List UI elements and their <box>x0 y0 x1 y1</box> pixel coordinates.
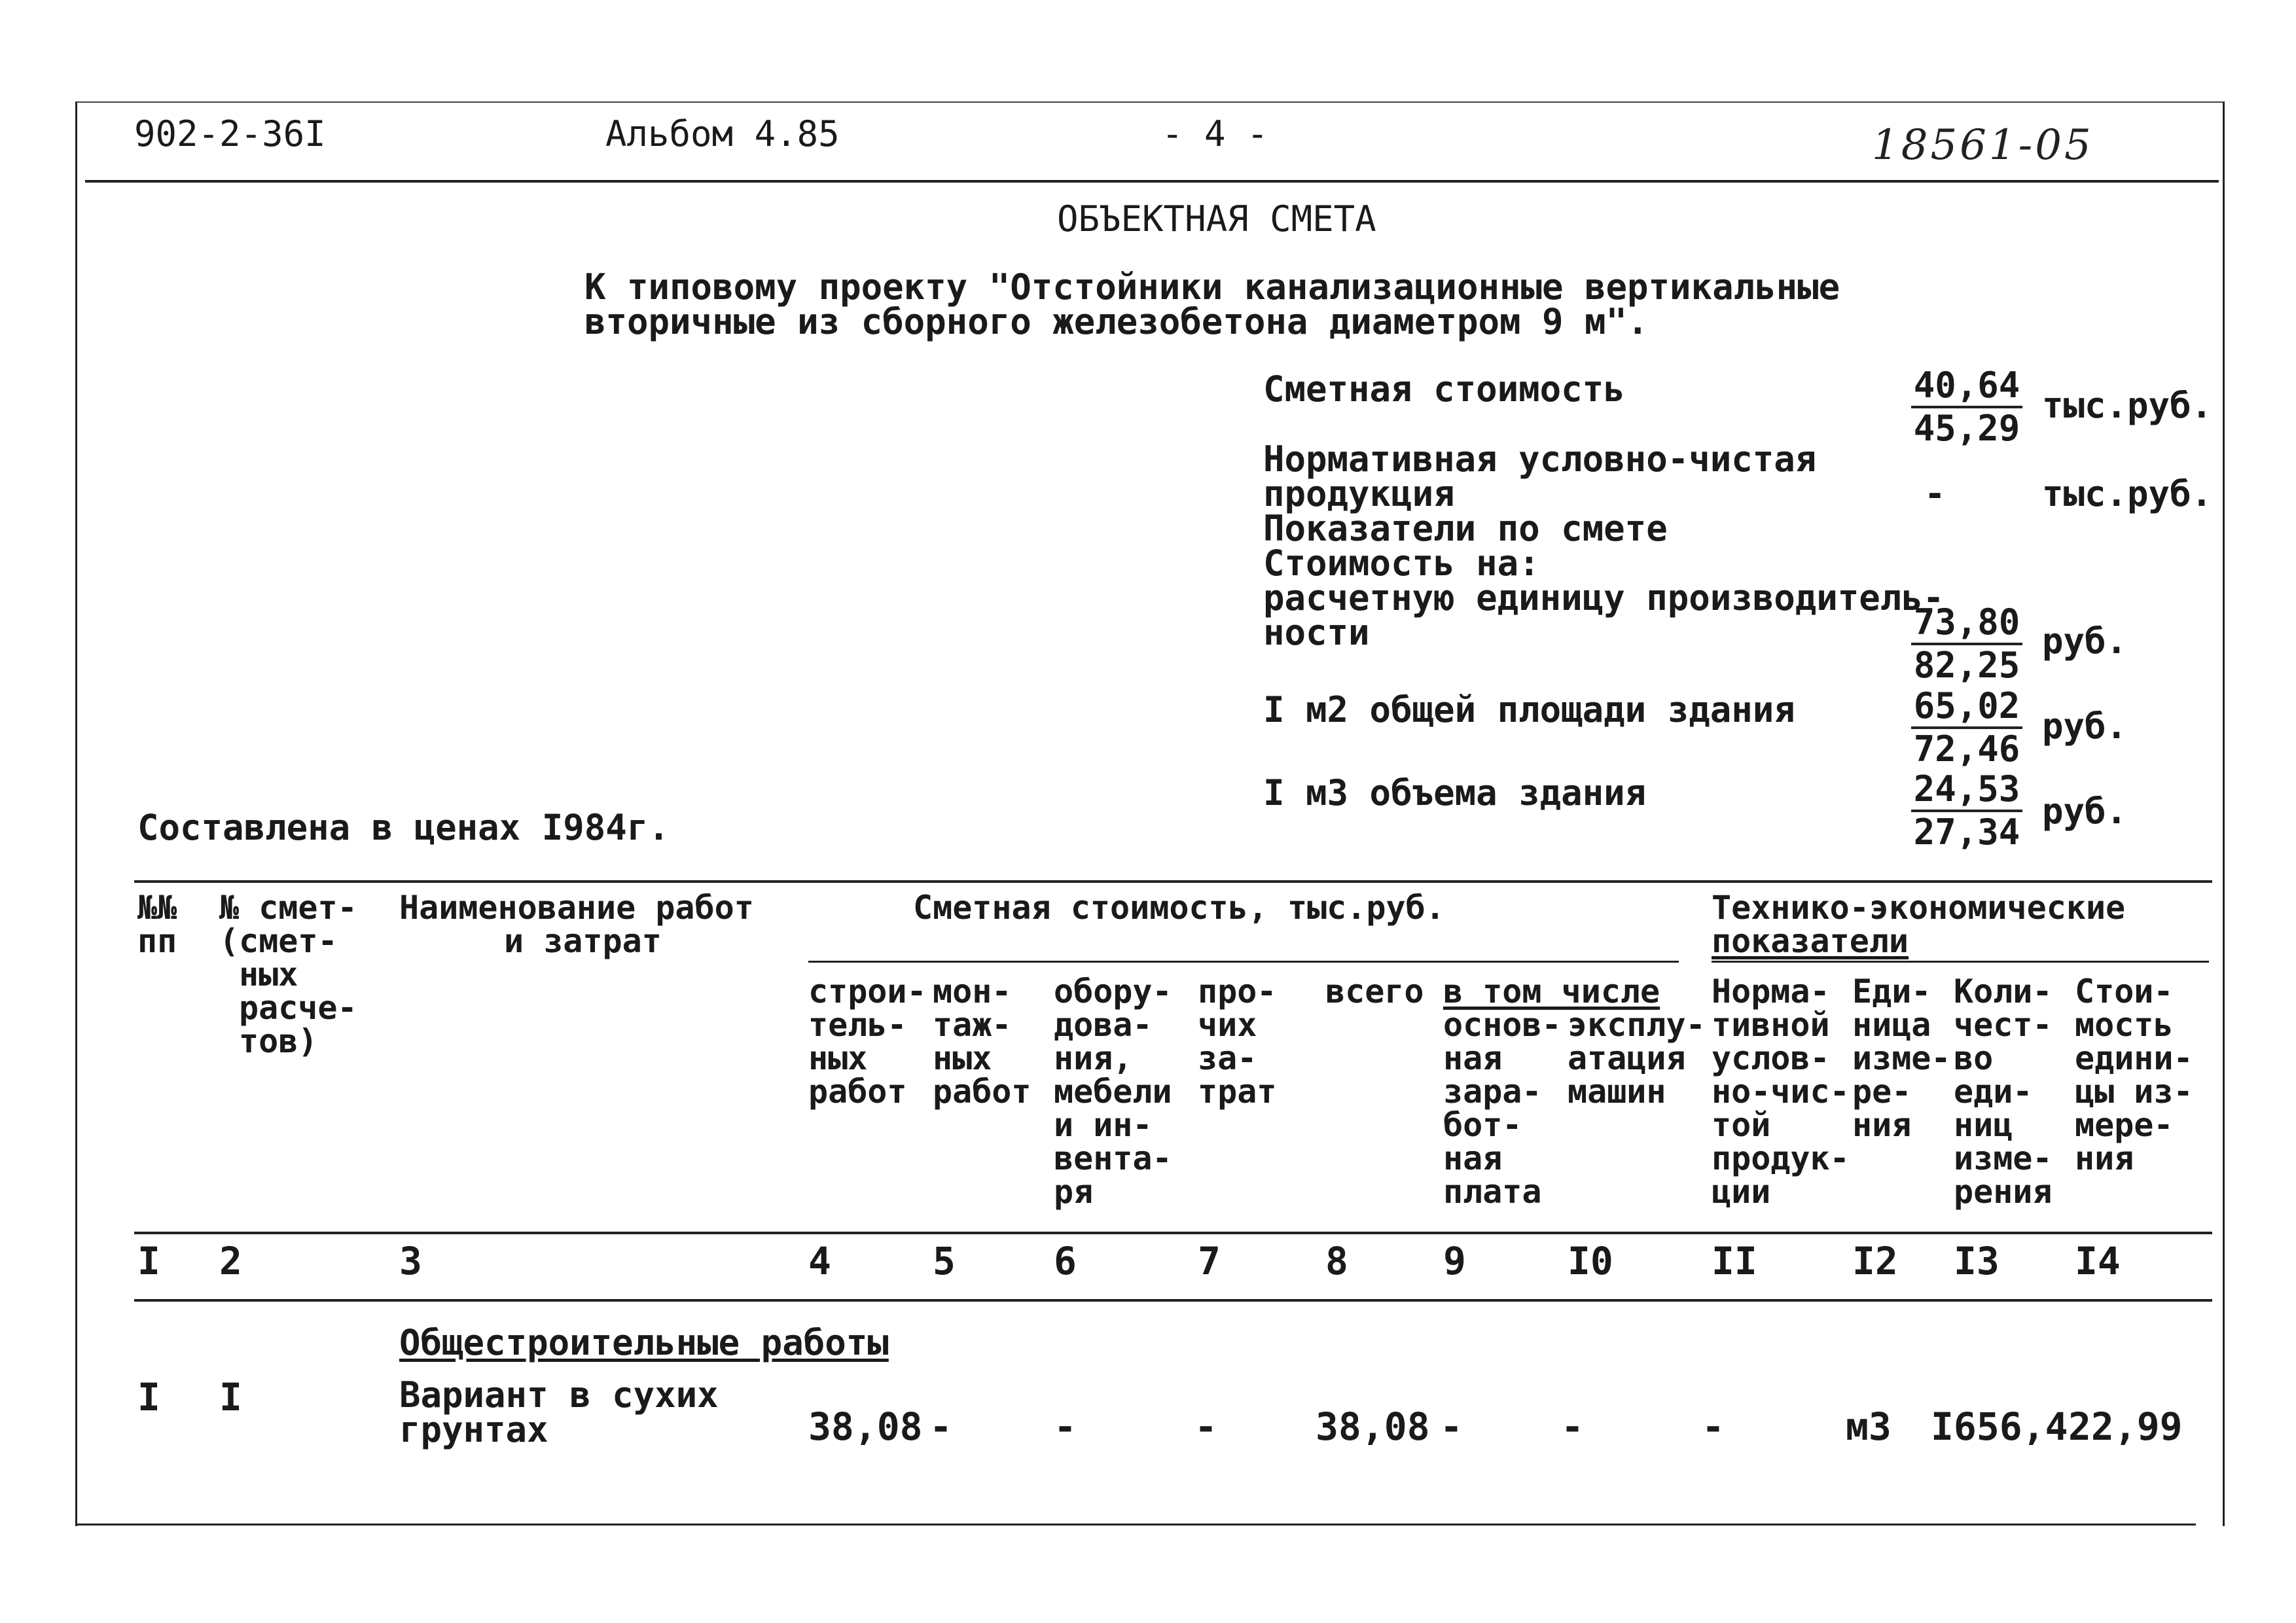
header-col-13-l4: еди- <box>1954 1073 2033 1111</box>
header-col-13-l6: изме- <box>1954 1139 2053 1177</box>
per-m3-top: 24,53 <box>1911 769 2022 812</box>
header-col-11 <box>1712 972 1850 1211</box>
header-col-11-l1: Норма- <box>1712 972 1830 1010</box>
colnum-7: 7 <box>1198 1239 1221 1283</box>
header-col-14-l1: Стои- <box>2075 972 2174 1010</box>
row1-name-1: Вариант в сухих <box>399 1374 719 1416</box>
header-col-4-l2: тель- <box>808 1006 907 1044</box>
project-code: 902-2-36I <box>134 113 326 154</box>
header-tech-group-1: Технико-экономические <box>1712 889 2126 927</box>
header-est-3: ных <box>239 955 298 993</box>
colnum-6: 6 <box>1054 1239 1077 1283</box>
header-col-6 <box>1054 972 1172 1211</box>
header-col-5 <box>933 972 1031 1111</box>
estimated-cost-top: 40,64 <box>1911 365 2022 408</box>
header-col-4-l4: работ <box>808 1073 907 1111</box>
header-col-5-l3: ных <box>933 1039 992 1077</box>
header-col-11-l3: услов- <box>1712 1039 1830 1077</box>
header-col-14-l5: мере- <box>2075 1106 2174 1144</box>
colnum-3: 3 <box>399 1239 422 1283</box>
colnum-9: 9 <box>1443 1239 1466 1283</box>
per-m3-bottom: 27,34 <box>1913 812 2020 853</box>
header-col-10-l1: эксплу- <box>1568 1006 1706 1044</box>
header-col-6-l1: обору- <box>1054 972 1172 1010</box>
colnum-10: I0 <box>1568 1239 1613 1283</box>
header-col-4-l1: строи- <box>808 972 927 1010</box>
row1-c4: 38,08 <box>808 1404 923 1449</box>
header-col-11-l4: но-чис- <box>1712 1073 1850 1111</box>
row1-c8: 38,08 <box>1316 1404 1430 1449</box>
per-unit-line-1: расчетную единицу производитель- <box>1263 577 1945 618</box>
header-col-6-l6: вента- <box>1054 1139 1172 1177</box>
header-col-7-l2: чих <box>1198 1006 1257 1044</box>
normative-value: - <box>1924 473 1946 514</box>
section-title: Общестроительные работы <box>399 1322 889 1363</box>
header-col-4 <box>808 972 927 1111</box>
per-m2-bottom: 72,46 <box>1913 728 2020 770</box>
album-label: Альбом 4.85 <box>605 113 840 154</box>
normative-unit: тыс.руб. <box>2042 473 2213 514</box>
subtitle-line-2: вторичные из сборного железобетона диаметром 9 м". <box>584 301 1649 342</box>
header-col-13-l7: рения <box>1954 1173 2053 1211</box>
header-col-11-l7: ции <box>1712 1173 1771 1211</box>
per-unit-line-2: ности <box>1263 612 1370 653</box>
header-col-14 <box>2075 972 2193 1177</box>
colnum-8: 8 <box>1325 1239 1348 1283</box>
header-col-14-l6: ния <box>2075 1139 2134 1177</box>
header-incl: в том числе <box>1443 972 1660 1010</box>
header-col-9-l4: бот- <box>1443 1106 1522 1144</box>
header-col-7-l1: про- <box>1198 972 1277 1010</box>
header-col-12-l4: ре- <box>1852 1073 1912 1111</box>
column-numbers-bottom-rule <box>134 1299 2212 1302</box>
row1-c5: - <box>929 1404 952 1449</box>
colnum-5: 5 <box>933 1239 956 1283</box>
header-col-8 <box>1325 972 1424 1010</box>
row1-c10: - <box>1561 1404 1584 1449</box>
cost-group-rule <box>808 961 1679 963</box>
header-col-14-l4: цы из- <box>2075 1073 2193 1111</box>
row1-est: I <box>219 1375 242 1419</box>
row1-c14: 22,99 <box>2068 1404 2183 1449</box>
row1-name-2: грунтах <box>399 1409 548 1450</box>
cost-per-label: Стоимость на: <box>1263 543 1540 584</box>
header-col-7-l3: за- <box>1198 1039 1257 1077</box>
header-col-6-l4: мебели <box>1054 1073 1172 1111</box>
header-tech-group-2: показатели <box>1712 922 1909 960</box>
header-name-2: и затрат <box>504 922 662 960</box>
per-unit-fraction <box>1911 602 2022 686</box>
header-col-14-l2: мость <box>2075 1006 2174 1044</box>
subtitle-line-1: К типовому проекту "Отстойники канализационные вертикальные <box>584 266 1840 308</box>
header-cost-group: Сметная стоимость, тыс.руб. <box>913 889 1445 927</box>
row1-c9: - <box>1440 1404 1463 1449</box>
header-col-12 <box>1852 972 1951 1144</box>
header-col-9-l2: ная <box>1443 1039 1503 1077</box>
per-unit-bottom: 82,25 <box>1913 645 2020 686</box>
header-col-10-l2: атация <box>1568 1039 1686 1077</box>
row1-c7: - <box>1194 1404 1217 1449</box>
header-col-9-l1: основ- <box>1443 1006 1562 1044</box>
header-col-13-l1: Коли- <box>1954 972 2053 1010</box>
per-m3-label: I м3 объема здания <box>1263 772 1647 813</box>
header-nn-2: пп <box>137 922 177 960</box>
header-col-12-l3: изме- <box>1852 1039 1951 1077</box>
normative-line-2: продукция <box>1263 473 1455 514</box>
header-col-10 <box>1568 1008 1706 1109</box>
header-col-11-l6: продук- <box>1712 1139 1850 1177</box>
header-est-1: № смет- <box>219 889 357 927</box>
per-m2-label: I м2 общей площади здания <box>1263 689 1795 730</box>
header-col-5-l4: работ <box>933 1073 1031 1111</box>
colnum-14: I4 <box>2075 1239 2121 1283</box>
row1-c6: - <box>1054 1404 1077 1449</box>
row1-c11: - <box>1702 1404 1725 1449</box>
per-m3-fraction <box>1911 769 2022 853</box>
per-m2-fraction <box>1911 686 2022 770</box>
header-col-5-l1: мон- <box>933 972 1012 1010</box>
colnum-4: 4 <box>808 1239 831 1283</box>
normative-line-1: Нормативная условно-чистая <box>1263 438 1817 480</box>
per-m2-unit: руб. <box>2042 705 2128 747</box>
page-bottom-rule <box>75 1524 2196 1525</box>
header-col-6-l7: ря <box>1054 1173 1094 1211</box>
header-col-8-l1: всего <box>1325 972 1424 1010</box>
header-col-10-l3: машин <box>1568 1073 1666 1111</box>
per-unit-top: 73,80 <box>1911 602 2022 645</box>
header-col-12-l1: Еди- <box>1852 972 1931 1010</box>
header-col-13-l2: чест- <box>1954 1006 2053 1044</box>
colnum-12: I2 <box>1852 1239 1898 1283</box>
header-col-4-l3: ных <box>808 1039 868 1077</box>
header-col-6-l5: и ин- <box>1054 1106 1153 1144</box>
document-title: ОБЪЕКТНАЯ СМЕТА <box>1057 198 1376 240</box>
header-col-9-l6: плата <box>1443 1173 1542 1211</box>
header-col-11-l2: тивной <box>1712 1006 1830 1044</box>
colnum-11: II <box>1712 1239 1757 1283</box>
header-col-12-l2: ница <box>1852 1006 1931 1044</box>
header-col-5-l2: таж- <box>933 1006 1012 1044</box>
estimated-cost-label: Сметная стоимость <box>1263 368 1625 410</box>
header-col-13-l5: ниц <box>1954 1106 2013 1144</box>
colnum-13: I3 <box>1954 1239 2000 1283</box>
header-est-5: тов) <box>239 1022 318 1060</box>
header-col-13-l3: во <box>1954 1039 1994 1077</box>
table-top-rule <box>134 880 2212 883</box>
header-nn-1: №№ <box>137 889 177 927</box>
row1-nn: I <box>137 1375 160 1419</box>
column-numbers-top-rule <box>134 1232 2212 1234</box>
header-col-13 <box>1954 972 2053 1211</box>
header-col-11-l5: той <box>1712 1106 1771 1144</box>
estimated-cost-bottom: 45,29 <box>1913 408 2020 449</box>
header-est-4: расче- <box>239 989 357 1027</box>
compiled-in-prices: Составлена в ценах I984г. <box>137 807 670 848</box>
row1-c12: м3 <box>1846 1404 1892 1449</box>
header-col-6-l2: дова- <box>1054 1006 1153 1044</box>
header-col-7-l4: трат <box>1198 1073 1277 1111</box>
colnum-1: I <box>137 1239 160 1283</box>
row1-c13: I656,4 <box>1931 1404 2068 1449</box>
indicators-label: Показатели по смете <box>1263 508 1668 549</box>
header-col-7 <box>1198 972 1277 1111</box>
header-name-1: Наименование работ <box>399 889 754 927</box>
header-col-9-l3: зара- <box>1443 1073 1542 1111</box>
per-unit-unit: руб. <box>2042 620 2128 662</box>
estimated-cost-unit: тыс.руб. <box>2042 385 2213 426</box>
per-m3-unit: руб. <box>2042 791 2128 832</box>
header-est-2: (смет- <box>219 922 338 960</box>
page-number: - 4 - <box>1162 113 1268 154</box>
header-col-9-l5: ная <box>1443 1139 1503 1177</box>
header-col-12-l5: ния <box>1852 1106 1912 1144</box>
estimated-cost-fraction <box>1911 365 2022 449</box>
header-col-9 <box>1443 1008 1562 1209</box>
header-col-6-l3: ния, <box>1054 1039 1133 1077</box>
header-col-14-l3: едини- <box>2075 1039 2193 1077</box>
header-rule <box>85 180 2219 183</box>
handwritten-stamp: 18561-05 <box>1872 121 2094 169</box>
colnum-2: 2 <box>219 1239 242 1283</box>
tech-group-rule <box>1712 961 2209 963</box>
per-m2-top: 65,02 <box>1911 686 2022 729</box>
